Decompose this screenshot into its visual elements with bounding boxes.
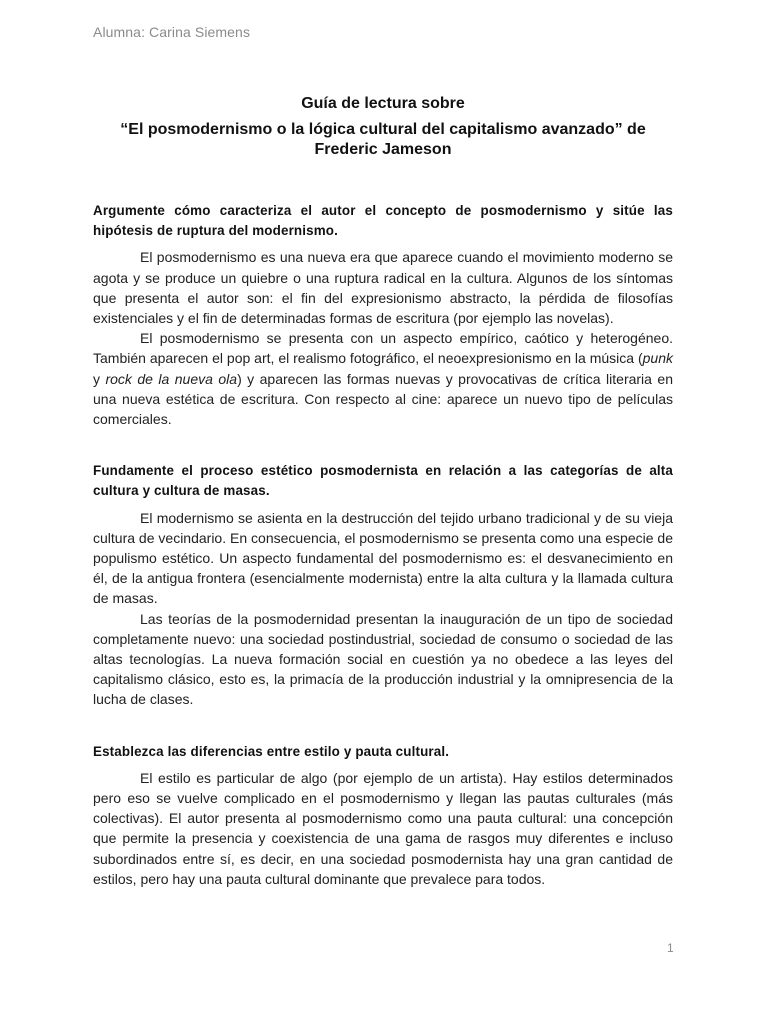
- text-run: El posmodernismo es una nueva era que aparece cuando el movimiento moderno se agota y se produce un quiebre o una ruptura radical en la cultura. Algunos de los síntomas que presenta el autor son: el fin del expresionismo abstracto, la pérdida de filosofías existenciales y el fin de determinadas formas de escritura (por ejemplo las novelas).: [93, 249, 673, 327]
- answer-paragraph: [93, 768, 673, 889]
- text-run: El posmodernismo se presenta con un aspecto empírico, caótico y heterogéneo. También aparecen el pop art, el realismo fotográfico, el neoexpresionismo en la música (: [93, 330, 673, 367]
- text-run: El estilo es particular de algo (por ejemplo de un artista). Hay estilos determinados pero eso se vuelve complicado en el posmodernismo y llegan las pautas culturales (más colectivas). El autor presenta al posmodernismo como una pauta cultural: una concepción que permite la presencia y coexistencia de una gama de rasgos muy diferentes e incluso subordinados entre sí, es decir, en una sociedad posmodernista hay una gran cantidad de estilos, pero hay una pauta cultural dominante que prevalece para todos.: [93, 769, 673, 887]
- question-heading: Fundamente el proceso estético posmodernista en relación a las categorías de alta cultura y cultura de masas.: [93, 463, 673, 499]
- question-heading: Argumente cómo caracteriza el autor el concepto de posmodernismo y sitúe las hipótesis de ruptura del modernismo.: [93, 203, 673, 239]
- title-line-1: Guía de lectura sobre: [301, 95, 465, 112]
- text-run: Las teorías de la posmodernidad presentan la inauguración de un tipo de sociedad completamente nuevo: una sociedad postindustrial, sociedad de consumo o sociedad de las altas tecnologías. La nueva formación social en cuestión ya no obedece a las leyes del capitalismo clásico, esto es, la primacía de la producción industrial y la omnipresencia de la lucha de clases.: [93, 610, 673, 708]
- question-section: [93, 201, 673, 429]
- title-line-2: “El posmodernismo o la lógica cultural del capitalismo avanzado” de Frederic Jameson: [120, 120, 646, 158]
- answer-paragraph: [93, 328, 673, 429]
- italic-text-run: punk: [642, 350, 673, 367]
- question-section: [93, 461, 673, 709]
- document-title: [93, 94, 673, 161]
- question-section: [93, 742, 673, 889]
- question-heading: Establezca las diferencias entre estilo y pauta cultural.: [93, 743, 450, 759]
- page-number: 1: [667, 941, 674, 955]
- student-name-header: Alumna: Carina Siemens: [93, 24, 251, 40]
- document-body: [93, 201, 673, 889]
- text-run: y: [93, 370, 106, 387]
- italic-text-run: rock de la nueva ola: [105, 370, 238, 387]
- text-run: El modernismo se asienta en la destrucción del tejido urbano tradicional y de su vieja cultura de vecindario. En consecuencia, el posmodernismo se presenta como una especie de populismo estético. Un aspecto fundamental del posmodernismo es: el desvanecimiento en él, de la antigua frontera (esencialmente modernista) entre la alta cultura y la llamada cultura de masas.: [93, 509, 673, 607]
- text-run: ) y aparecen las formas nuevas y provocativas de crítica literaria en una nueva estética de escritura. Con respecto al cine: aparece un nuevo tipo de películas comerciales.: [93, 370, 673, 428]
- answer-paragraph: [93, 247, 673, 328]
- answer-paragraph: [93, 508, 673, 609]
- answer-paragraph: [93, 609, 673, 710]
